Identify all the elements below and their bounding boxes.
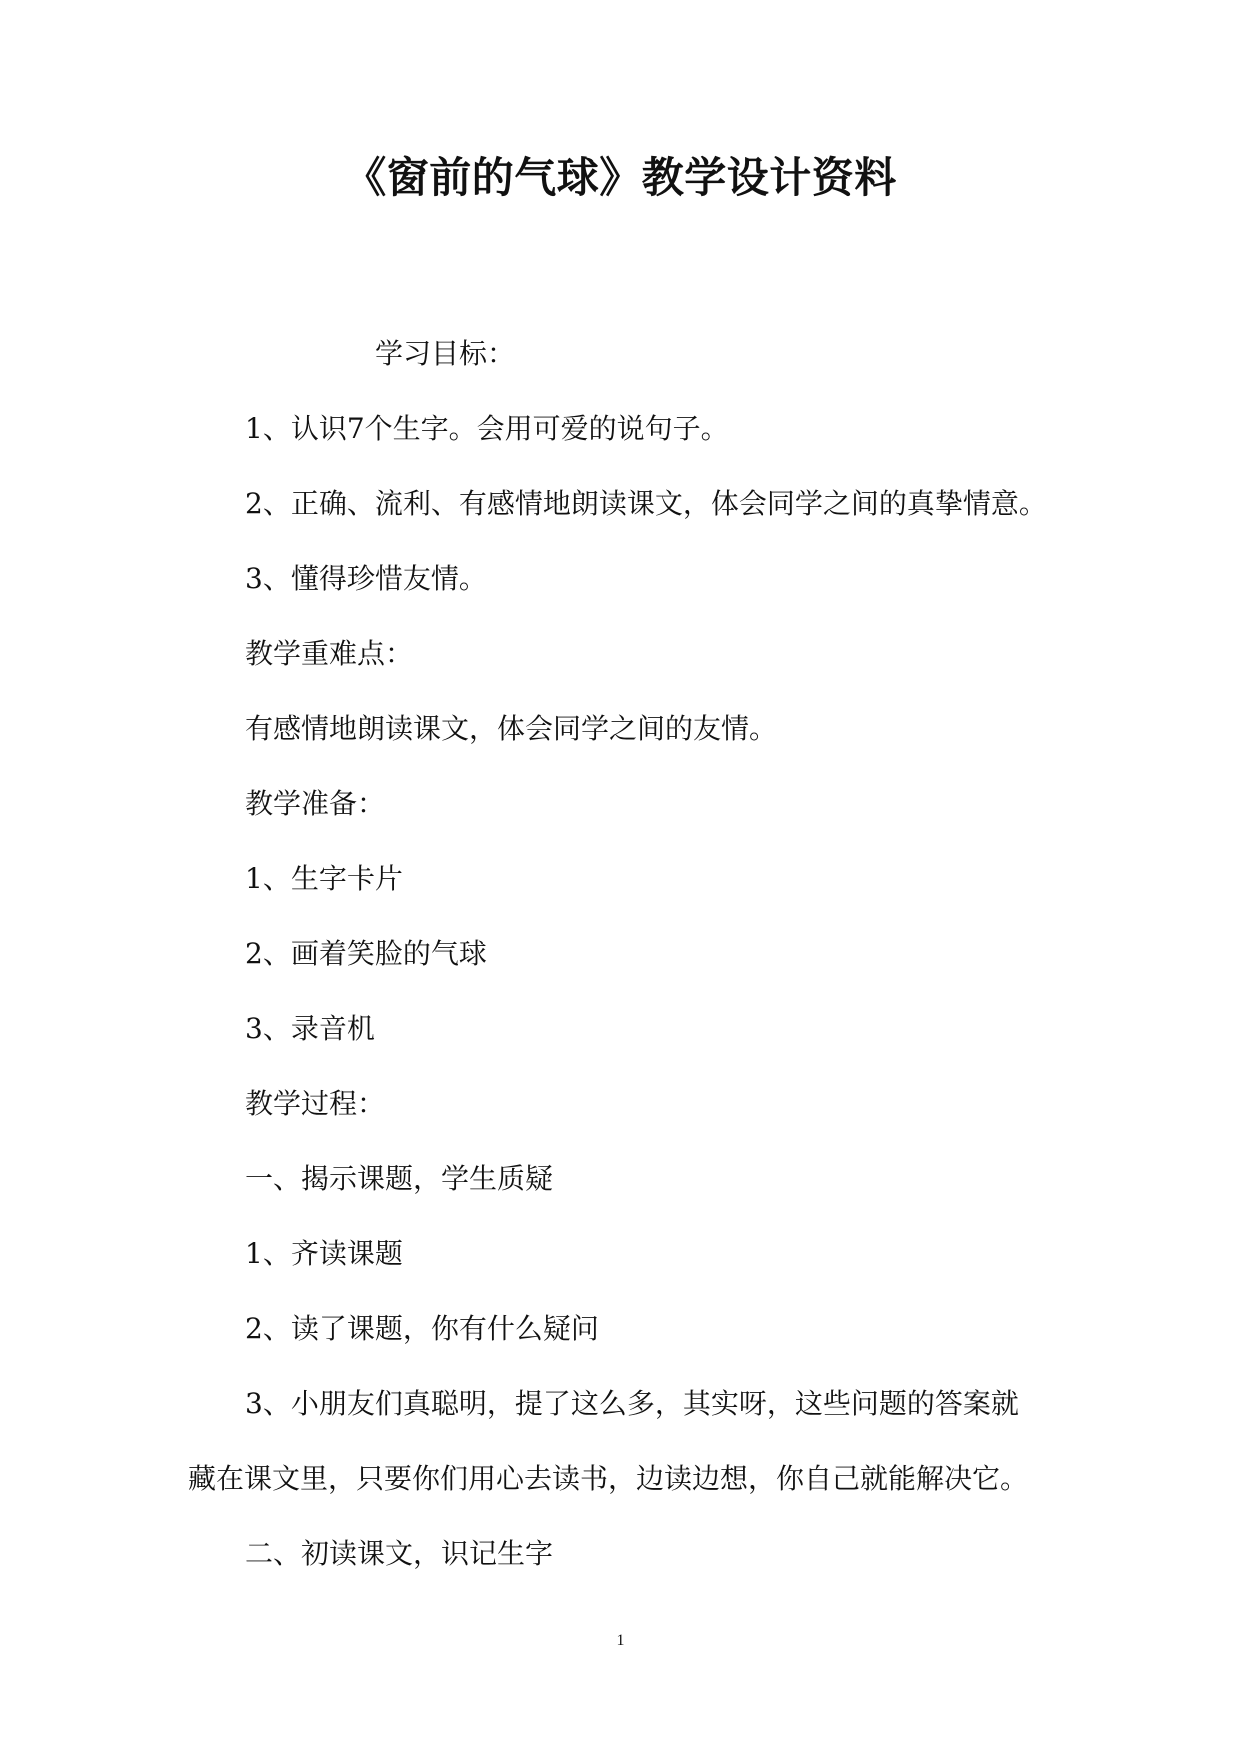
paragraph-step-3-line-1: 3、小朋友们真聪明，提了这么多，其实呀，这些问题的答案就 [245,1387,1019,1420]
paragraph-section-one: 一、揭示课题，学生质疑 [245,1162,554,1195]
paragraph-key-difficulty-heading: 教学重难点： [245,637,414,670]
paragraph-goal-3: 3、懂得珍惜友情。 [245,562,487,595]
paragraph-goal-2: 2、正确、流利、有感情地朗读课文，体会同学之间的真挚情意。 [245,487,1047,520]
paragraph-learning-goals-heading: 学习目标： [375,337,516,370]
document-title: 《窗前的气球》教学设计资料 [344,153,897,202]
paragraph-preparation-2: 2、画着笑脸的气球 [245,937,487,970]
paragraph-process-heading: 教学过程： [245,1087,386,1120]
paragraph-section-two: 二、初读课文，识记生字 [245,1537,554,1570]
paragraph-preparation-3: 3、录音机 [245,1012,375,1045]
page-number: 1 [616,1632,625,1649]
paragraph-step-1: 1、齐读课题 [245,1237,403,1270]
paragraph-step-2: 2、读了课题，你有什么疑问 [245,1312,599,1345]
paragraph-key-difficulty: 有感情地朗读课文，体会同学之间的友情。 [245,712,778,745]
paragraph-preparation-heading: 教学准备： [245,787,386,820]
paragraph-goal-1: 1、认识7个生字。会用可爱的说句子。 [245,412,729,445]
paragraph-step-3-line-2: 藏在课文里，只要你们用心去读书，边读边想，你自己就能解决它。 [188,1462,1029,1495]
paragraph-preparation-1: 1、生字卡片 [245,862,403,895]
